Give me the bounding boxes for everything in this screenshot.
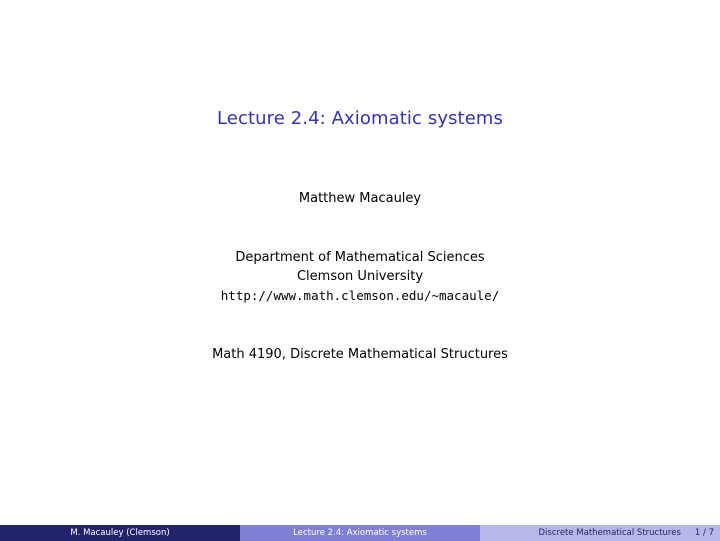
footer-title: Lecture 2.4: Axiomatic systems [240,525,480,541]
footer-course-section [480,525,720,541]
footer-page-number: 1 / 7 [694,528,714,538]
course-name: Math 4190, Discrete Mathematical Structures [212,347,508,362]
department-name: Department of Mathematical Sciences [235,250,485,265]
slide-title: Lecture 2.4: Axiomatic systems [216,108,504,129]
footer-course: Discrete Mathematical Structures [538,528,681,538]
author-url-link[interactable]: http://www.math.clemson.edu/~macaule/ [220,288,500,303]
footer-bar [0,525,720,541]
footer-author: M. Macauley (Clemson) [0,525,240,541]
university-name: Clemson University [296,269,424,284]
author-name: Matthew Macauley [298,191,422,206]
